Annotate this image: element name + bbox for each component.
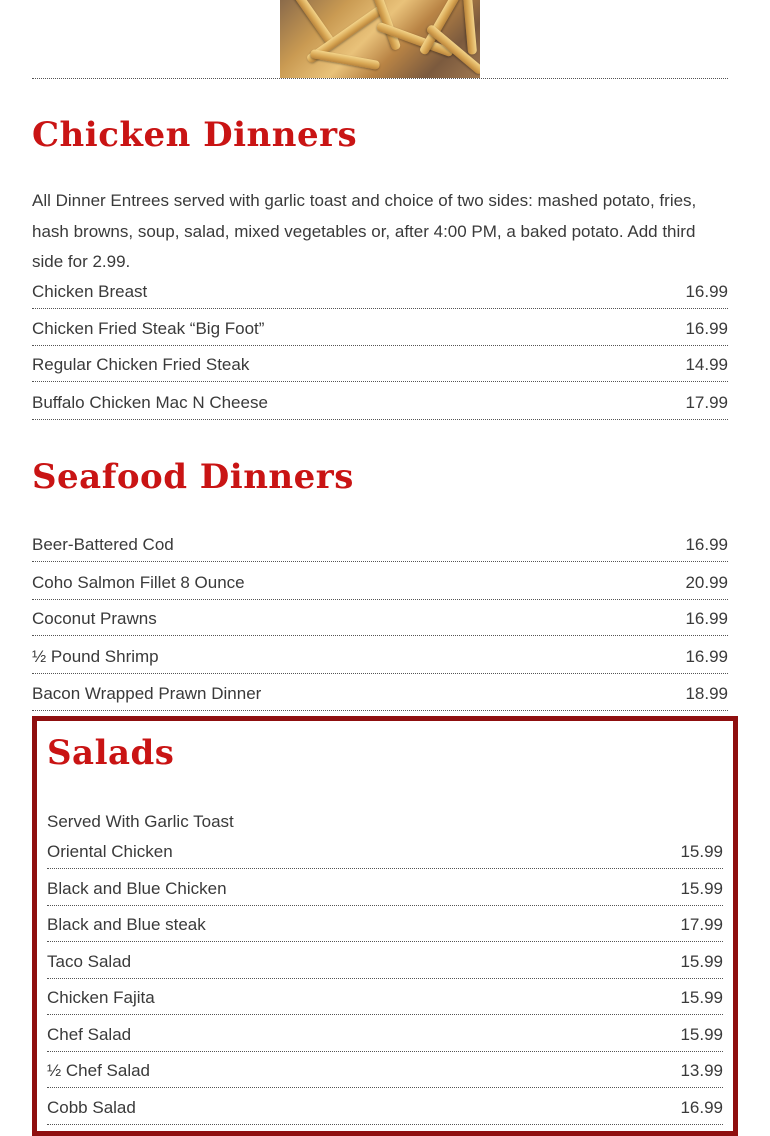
menu-item (32, 530, 728, 562)
menu-item (47, 906, 723, 942)
item-name: Chicken Fajita (47, 988, 155, 1007)
menu-item (32, 309, 728, 346)
item-name: Coho Salmon Fillet 8 Ounce (32, 573, 245, 592)
item-name: Beer-Battered Cod (32, 535, 174, 554)
item-price: 20.99 (685, 573, 728, 592)
item-price: 13.99 (680, 1061, 723, 1080)
menu-item (47, 1088, 723, 1125)
item-price: 14.99 (685, 355, 728, 374)
item-name: Cobb Salad (47, 1098, 136, 1117)
menu-item (32, 382, 728, 420)
menu-item (32, 562, 728, 600)
item-price: 16.99 (685, 647, 728, 666)
item-price: 18.99 (685, 684, 728, 703)
menu-item (47, 869, 723, 906)
salads-header (47, 733, 723, 773)
menu-item (32, 674, 728, 711)
item-name: Regular Chicken Fried Steak (32, 355, 250, 374)
chicken-dinners-section (32, 115, 728, 155)
salads-section (32, 716, 738, 1136)
menu-item (47, 979, 723, 1015)
item-price: 17.99 (685, 393, 728, 412)
item-name: Buffalo Chicken Mac N Cheese (32, 393, 268, 412)
item-name: ½ Pound Shrimp (32, 647, 159, 666)
item-price: 15.99 (680, 1025, 723, 1044)
menu-item (47, 1052, 723, 1088)
item-price: 16.99 (680, 1098, 723, 1117)
item-price: 15.99 (680, 988, 723, 1007)
section-description: All Dinner Entrees served with garlic toast and choice of two sides: mashed potato, fries, hash browns, soup, salad, mixed vegetables or, after 4:00 PM, a baked potato. Add third side for 2.99. (32, 191, 697, 271)
menu-item (47, 1015, 723, 1052)
menu-item (32, 636, 728, 674)
section-title: Seafood Dinners (32, 457, 354, 497)
fries-photo (280, 0, 480, 78)
section-title: Chicken Dinners (32, 115, 358, 155)
section-subtitle: Served With Garlic Toast (47, 812, 234, 831)
item-name: Coconut Prawns (32, 609, 157, 628)
item-price: 16.99 (685, 282, 728, 301)
item-price: 15.99 (680, 842, 723, 861)
item-price: 15.99 (680, 952, 723, 971)
salads-menu-list (47, 838, 723, 1125)
chicken-description-block (32, 186, 728, 278)
menu-item (32, 346, 728, 382)
item-price: 17.99 (680, 915, 723, 934)
salads-subtitle-block (47, 807, 723, 838)
item-price: 16.99 (685, 319, 728, 338)
divider (32, 78, 728, 79)
menu-item (47, 942, 723, 979)
seafood-dinners-section (32, 457, 728, 497)
item-name: Chicken Fried Steak “Big Foot” (32, 319, 265, 338)
menu-item (32, 600, 728, 636)
item-name: Chicken Breast (32, 282, 148, 301)
section-title: Salads (47, 733, 175, 773)
chicken-menu-list (32, 278, 728, 420)
menu-item (47, 838, 723, 869)
item-name: ½ Chef Salad (47, 1061, 151, 1080)
item-price: 16.99 (685, 609, 728, 628)
menu-item (32, 278, 728, 309)
item-name: Taco Salad (47, 952, 132, 971)
seafood-menu-list (32, 530, 728, 711)
item-name: Bacon Wrapped Prawn Dinner (32, 684, 262, 703)
item-name: Black and Blue steak (47, 915, 206, 934)
item-name: Oriental Chicken (47, 842, 173, 861)
item-name: Chef Salad (47, 1025, 132, 1044)
item-price: 15.99 (680, 879, 723, 898)
item-name: Black and Blue Chicken (47, 879, 227, 898)
item-price: 16.99 (685, 535, 728, 554)
